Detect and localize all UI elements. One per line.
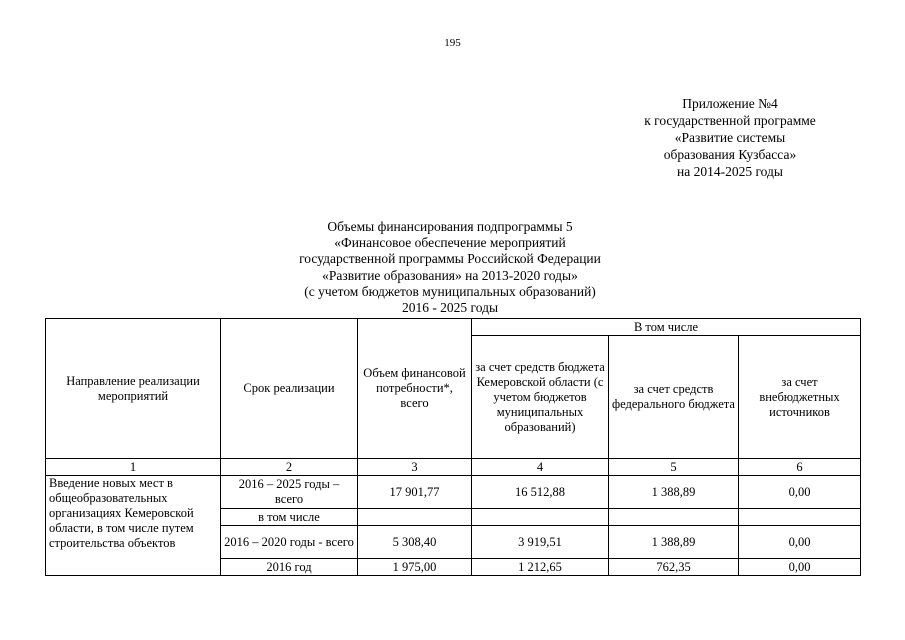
column-number: 6 [739, 459, 861, 476]
volume-cell: 1 975,00 [358, 559, 472, 576]
appendix-line: на 2014-2025 годы [677, 164, 783, 179]
title-line: государственной программы Российской Федерации [299, 251, 601, 267]
title-line: «Развитие образования» на 2013-2020 годы» [322, 267, 578, 283]
header-federal-budget: за счет средств федерального бюджета [609, 336, 739, 459]
header-extrabudgetary: за счет внебюджетных источников [739, 336, 861, 459]
table-row [46, 476, 861, 509]
header-direction: Направление реализации мероприятий [46, 319, 221, 459]
column-number: 2 [221, 459, 358, 476]
extrabudget-cell [739, 509, 861, 526]
federal-cell: 1 388,89 [609, 476, 739, 509]
header-period: Срок реализации [221, 319, 358, 459]
regional-cell: 3 919,51 [472, 526, 609, 559]
extrabudget-cell: 0,00 [739, 476, 861, 509]
header-including: В том числе [472, 319, 861, 336]
volume-cell [358, 509, 472, 526]
title-line: «Финансовое обеспечение мероприятий [334, 235, 566, 251]
header-regional-budget: за счет средств бюджета Кемеровской области (с учетом бюджетов муниципальных образований) [472, 336, 609, 459]
period-cell: 2016 – 2020 годы - всего [221, 526, 358, 559]
federal-cell [609, 509, 739, 526]
period-cell: 2016 год [221, 559, 358, 576]
appendix-block [600, 95, 860, 180]
appendix-line: образования Кузбасса» [663, 147, 797, 162]
appendix-line: к государственной программе [644, 113, 816, 128]
extrabudget-cell: 0,00 [739, 559, 861, 576]
title-line: (с учетом бюджетов муниципальных образований) [304, 283, 596, 299]
volume-cell: 17 901,77 [358, 476, 472, 509]
appendix-line: «Развитие системы [674, 130, 786, 145]
document-title [160, 219, 740, 316]
financing-table [45, 318, 861, 576]
period-cell: 2016 – 2025 годы – всего [221, 476, 358, 509]
extrabudget-cell: 0,00 [739, 526, 861, 559]
column-number: 3 [358, 459, 472, 476]
regional-cell: 1 212,65 [472, 559, 609, 576]
title-line: Объемы финансирования подпрограммы 5 [327, 219, 573, 234]
period-cell: в том числе [221, 509, 358, 526]
column-number: 4 [472, 459, 609, 476]
title-line: 2016 - 2025 годы [401, 300, 499, 316]
federal-cell: 1 388,89 [609, 526, 739, 559]
appendix-line: Приложение №4 [682, 96, 778, 111]
column-number: 1 [46, 459, 221, 476]
direction-cell: Введение новых мест в общеобразовательных организациях Кемеровской области, в том числе путем строительства объектов [46, 476, 221, 576]
volume-cell: 5 308,40 [358, 526, 472, 559]
federal-cell: 762,35 [609, 559, 739, 576]
header-volume: Объем финансовой потребности*, всего [358, 319, 472, 459]
column-number: 5 [609, 459, 739, 476]
page-number: 195 [444, 37, 461, 49]
regional-cell [472, 509, 609, 526]
regional-cell: 16 512,88 [472, 476, 609, 509]
